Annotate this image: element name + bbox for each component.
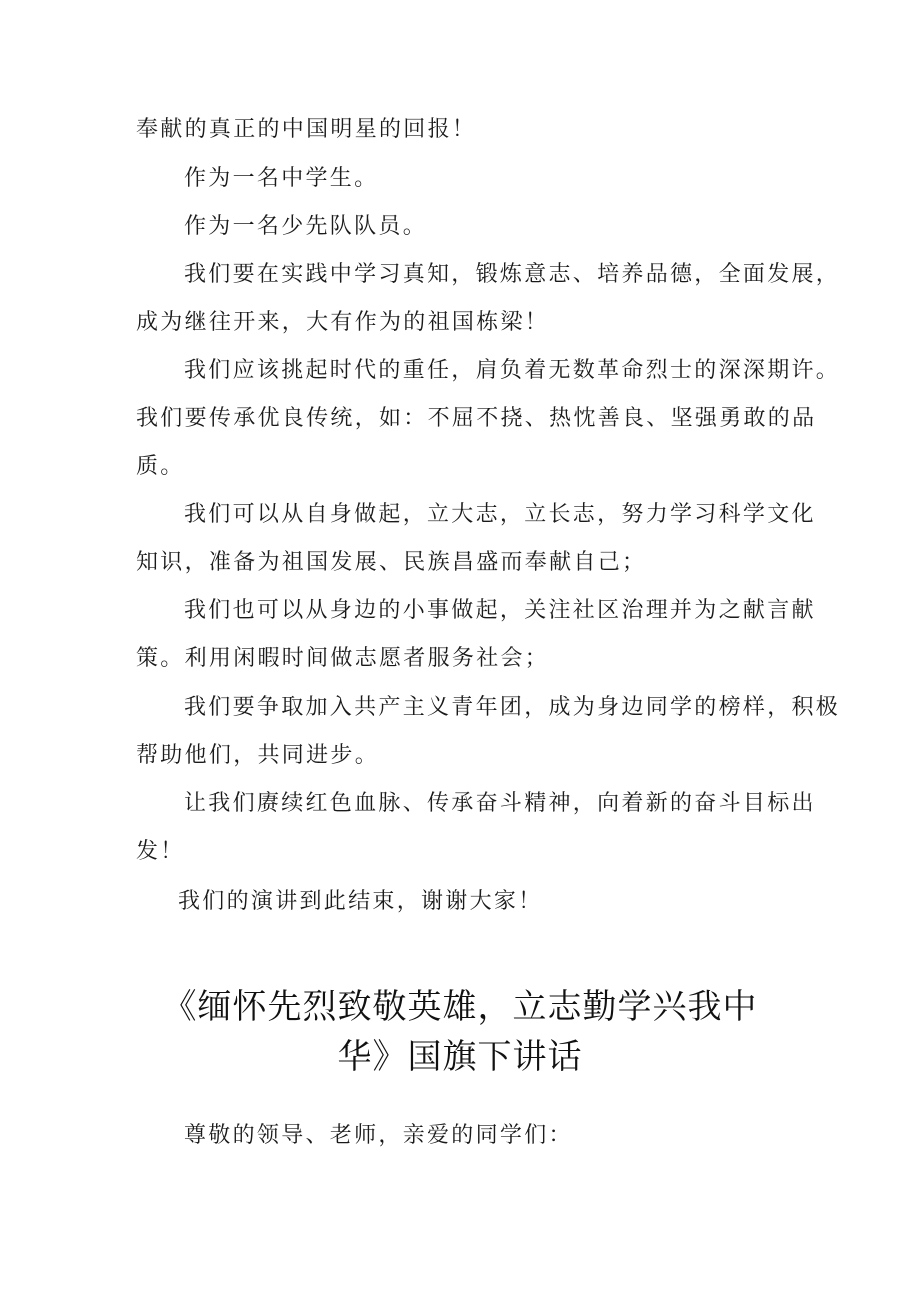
paragraph-line: 我们可以从自身做起，立大志，立长志，努力学习科学文化 <box>184 502 816 527</box>
section-title-line: 华》国旗下讲话 <box>337 1037 583 1077</box>
paragraph-line: 让我们赓续红色血脉、传承奋斗精神，向着新的奋斗目标出 <box>184 791 816 816</box>
paragraph-line: 我们要传承优良传统，如：不屈不挠、热忱善良、坚强勇敢的品 <box>136 406 817 431</box>
paragraph-line: 作为一名少先队队员。 <box>184 214 428 239</box>
paragraph-line: 成为继往开来，大有作为的祖国栋梁！ <box>136 310 550 335</box>
paragraph-line: 策。利用闲暇时间做志愿者服务社会； <box>136 646 550 671</box>
paragraph-line: 我们应该挑起时代的重任，肩负着无数革命烈士的深深期许。 <box>184 358 841 383</box>
closing-line: 我们的演讲到此结束，谢谢大家！ <box>178 889 543 914</box>
paragraph-line: 知识，准备为祖国发展、民族昌盛而奉献自己； <box>136 550 647 575</box>
paragraph-line: 我们要争取加入共产主义青年团，成为身边同学的榜样，积极 <box>184 695 841 720</box>
paragraph-line: 我们要在实践中学习真知，锻炼意志、培养品德，全面发展， <box>184 262 841 287</box>
section-title-line: 《缅怀先烈致敬英雄，立志勤学兴我中 <box>162 987 758 1027</box>
paragraph-line: 发！ <box>136 839 185 864</box>
section-title <box>0 982 920 1082</box>
paragraph-line: 帮助他们，共同进步。 <box>136 743 380 768</box>
paragraph-line: 我们也可以从身边的小事做起，关注社区治理并为之献言献 <box>184 598 816 623</box>
paragraph-line: 作为一名中学生。 <box>184 166 379 191</box>
paragraph-line: 奉献的真正的中国明星的回报！ <box>136 117 477 142</box>
greeting-line: 尊敬的领导、老师，亲爱的同学们： <box>184 1123 573 1148</box>
paragraph-line: 质。 <box>136 454 185 479</box>
